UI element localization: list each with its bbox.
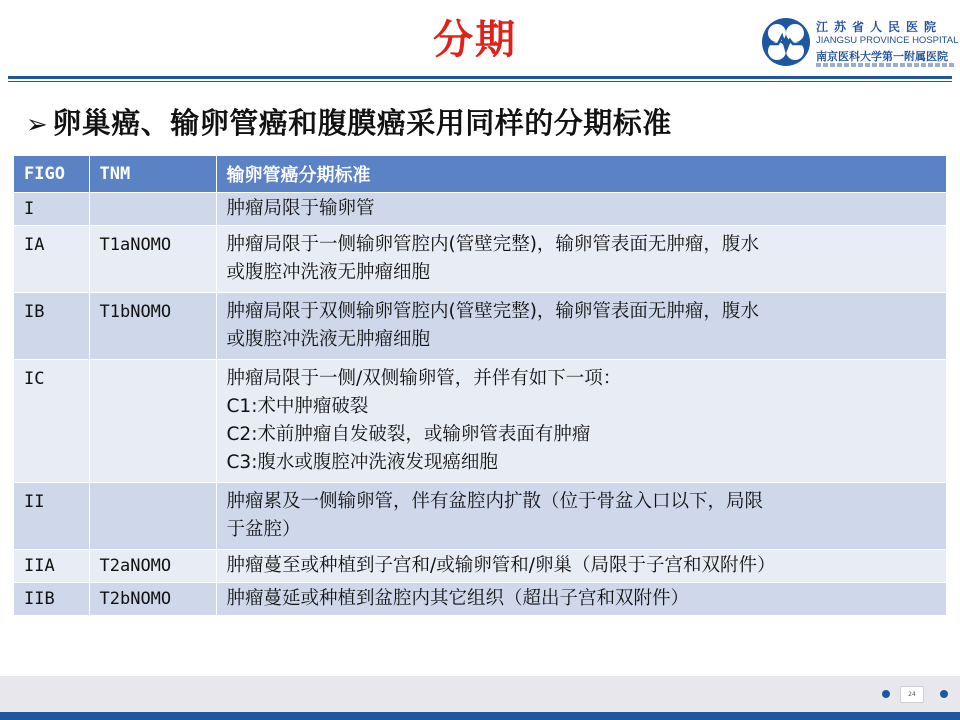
criteria-line: 肿瘤蔓至或种植到子宫和/或输卵管和/卵巢（局限于子宫和双附件） bbox=[226, 555, 776, 576]
logo-fine-print bbox=[816, 63, 954, 67]
criteria-line: C2:术前肿瘤自发破裂，或输卵管表面有肿瘤 bbox=[226, 424, 591, 445]
criteria-line: C3:腹水或腹腔冲洗液发现癌细胞 bbox=[226, 452, 498, 473]
table-row bbox=[14, 193, 946, 226]
cell-figo: IIA bbox=[14, 550, 89, 583]
header-tnm: TNM bbox=[89, 156, 216, 193]
cell-criteria bbox=[216, 293, 946, 360]
criteria-line: C1:术中肿瘤破裂 bbox=[226, 396, 369, 417]
bullet-arrow-icon: ➢ bbox=[26, 110, 49, 140]
header-criteria: 输卵管癌分期标准 bbox=[216, 156, 946, 193]
slide-heading bbox=[26, 101, 672, 142]
footer-band bbox=[0, 676, 960, 712]
cell-tnm: T1bNOMO bbox=[89, 293, 216, 360]
cell-criteria bbox=[216, 483, 946, 550]
cell-tnm bbox=[89, 483, 216, 550]
criteria-line: 或腹腔冲洗液无肿瘤细胞 bbox=[226, 329, 431, 350]
cell-figo: II bbox=[14, 483, 89, 550]
table-row bbox=[14, 583, 946, 616]
criteria-line: 肿瘤局限于一侧输卵管腔内(管壁完整)，输卵管表面无肿瘤，腹水 bbox=[226, 234, 759, 255]
criteria-line: 肿瘤蔓延或种植到盆腔内其它组织（超出子宫和双附件） bbox=[226, 588, 690, 609]
table-row bbox=[14, 293, 946, 360]
cell-criteria bbox=[216, 583, 946, 616]
table-row bbox=[14, 360, 946, 483]
header-figo: FIGO bbox=[14, 156, 89, 193]
table-row bbox=[14, 483, 946, 550]
cell-criteria bbox=[216, 193, 946, 226]
cell-figo: IC bbox=[14, 360, 89, 483]
header-rule bbox=[8, 76, 952, 79]
slide-title: 分期 bbox=[433, 17, 517, 63]
cell-figo: IIB bbox=[14, 583, 89, 616]
logo-cn-name: 江苏省人民医院 bbox=[816, 20, 943, 34]
cell-figo: I bbox=[14, 193, 89, 226]
slide-heading-text: 卵巢癌、输卵管癌和腹膜癌采用同样的分期标准 bbox=[52, 106, 672, 140]
table-row bbox=[14, 550, 946, 583]
cell-criteria bbox=[216, 360, 946, 483]
cell-tnm: T2aNOMO bbox=[89, 550, 216, 583]
cell-criteria bbox=[216, 550, 946, 583]
page-number: 24 bbox=[900, 686, 924, 703]
cell-criteria bbox=[216, 226, 946, 293]
cell-figo: IB bbox=[14, 293, 89, 360]
cell-tnm bbox=[89, 193, 216, 226]
criteria-line: 肿瘤局限于双侧输卵管腔内(管壁完整)，输卵管表面无肿瘤，腹水 bbox=[226, 301, 759, 322]
footer-dot-right bbox=[940, 690, 948, 698]
hospital-emblem-icon bbox=[760, 16, 812, 68]
logo-en-name: JIANGSU PROVINCE HOSPITAL bbox=[816, 35, 959, 46]
cell-tnm bbox=[89, 360, 216, 483]
criteria-line: 或腹腔冲洗液无肿瘤细胞 bbox=[226, 262, 431, 283]
criteria-line: 肿瘤局限于一侧/双侧输卵管，并伴有如下一项： bbox=[226, 368, 622, 389]
criteria-line: 肿瘤累及一侧输卵管，伴有盆腔内扩散（位于骨盆入口以下，局限 bbox=[226, 491, 764, 512]
cell-tnm: T1aNOMO bbox=[89, 226, 216, 293]
header-rule-thin bbox=[8, 81, 952, 82]
cell-figo: IA bbox=[14, 226, 89, 293]
staging-table bbox=[14, 156, 947, 615]
table-row bbox=[14, 226, 946, 293]
table-header-row bbox=[14, 156, 946, 193]
footer-bar bbox=[0, 712, 960, 720]
table-body bbox=[14, 193, 946, 616]
cell-tnm: T2bNOMO bbox=[89, 583, 216, 616]
logo-sub-name: 南京医科大学第一附属医院 bbox=[816, 50, 948, 63]
hospital-logo bbox=[760, 16, 959, 70]
criteria-line: 于盆腔） bbox=[226, 519, 301, 540]
criteria-line: 肿瘤局限于输卵管 bbox=[226, 198, 375, 219]
footer-dot-left bbox=[882, 690, 890, 698]
